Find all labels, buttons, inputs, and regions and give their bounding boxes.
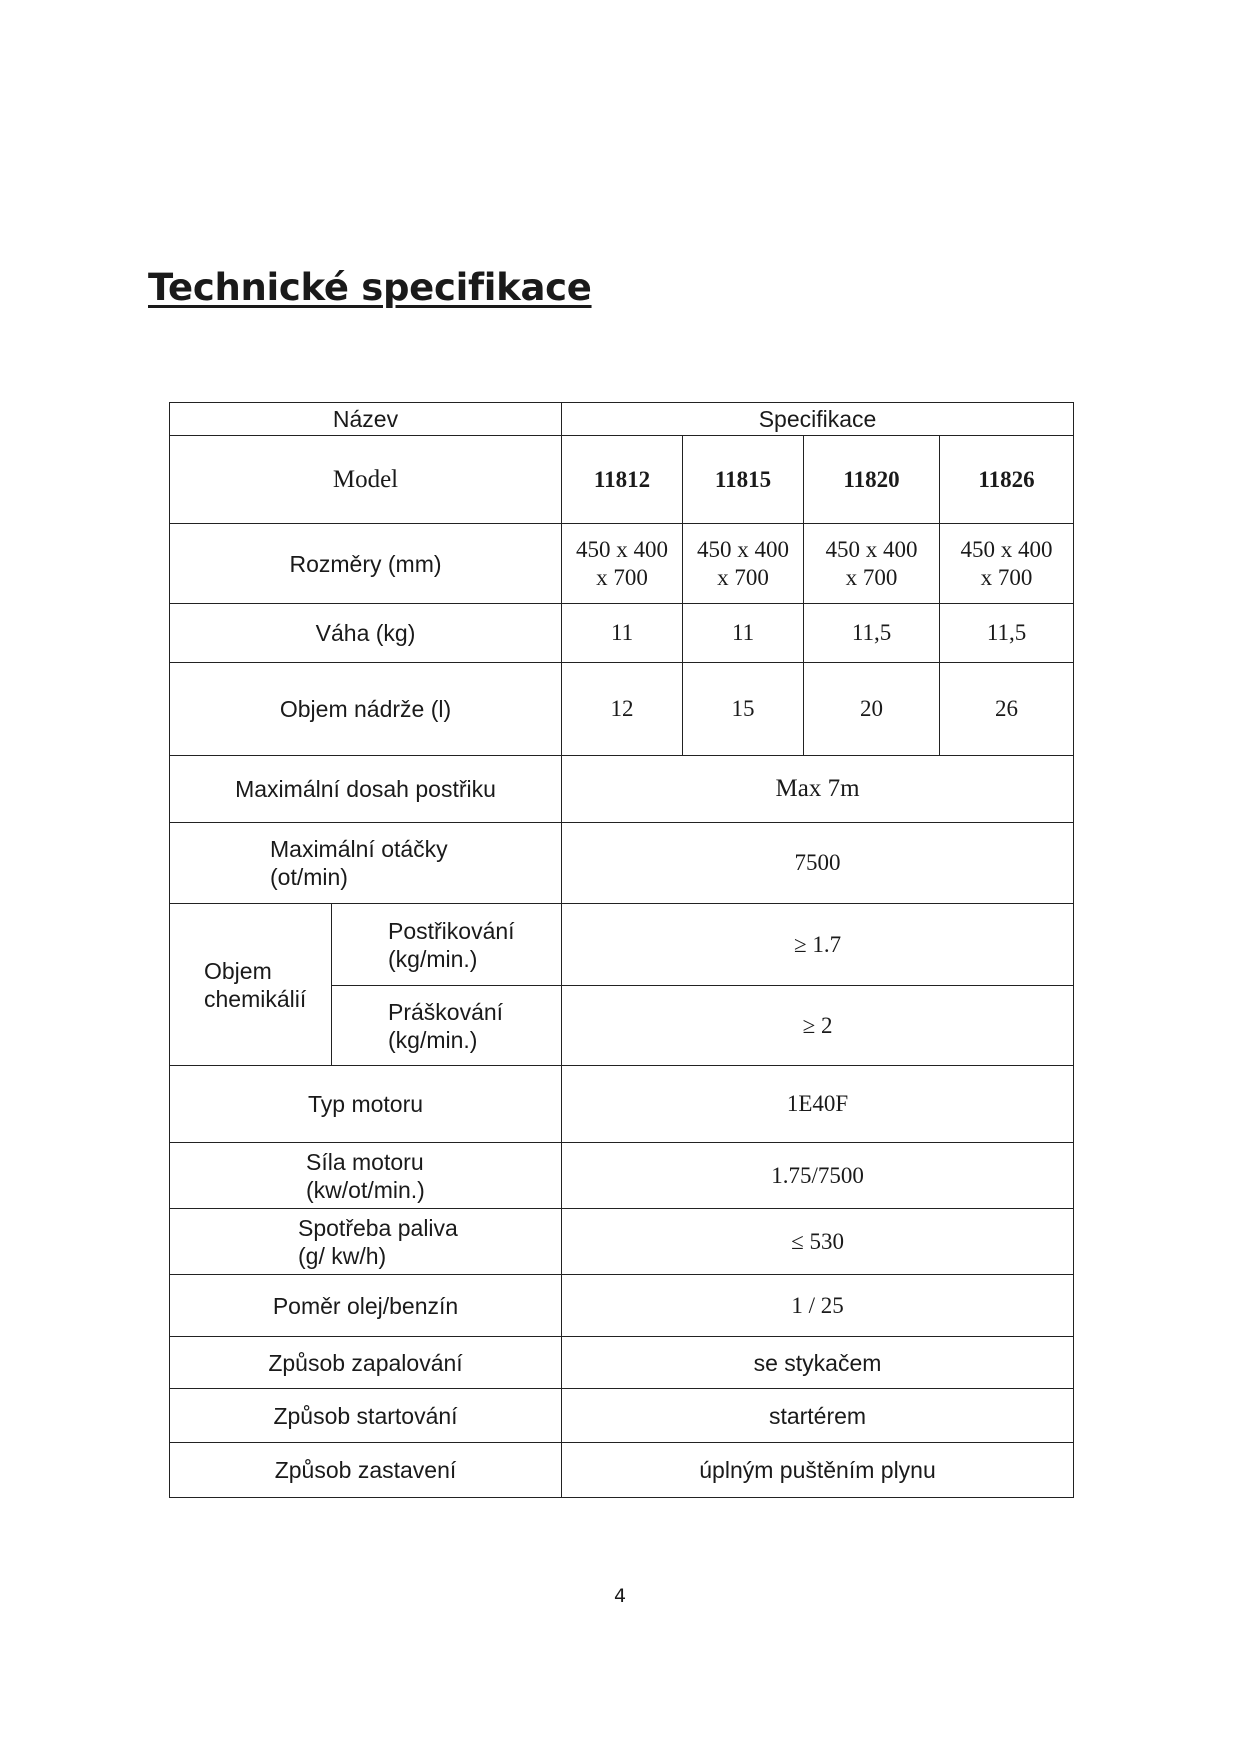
- table-header-row: [170, 403, 1074, 436]
- dimensions-value: [683, 524, 804, 604]
- spraying-label-line1: Postřikování: [388, 917, 515, 944]
- spraying-value: ≥ 1.7: [562, 904, 1074, 986]
- ignition-label: Způsob zapalování: [170, 1337, 562, 1389]
- dusting-label-line2: (kg/min.): [388, 1026, 478, 1053]
- chemicals-group-label: [170, 904, 332, 1066]
- dusting-label-line1: Práškování: [388, 998, 504, 1025]
- spraying-label-line2: (kg/min.): [388, 945, 478, 972]
- chemicals-group-line2: chemikálií: [204, 985, 307, 1012]
- spec-table: [169, 402, 1074, 1498]
- model-value: 11820: [804, 436, 940, 524]
- stopping-value: úplným puštěním plynu: [562, 1443, 1074, 1498]
- model-label: Model: [170, 436, 562, 524]
- dimensions-line2: x 700: [980, 564, 1033, 590]
- dimensions-line2: x 700: [717, 564, 769, 590]
- weight-value: 11: [562, 604, 683, 663]
- max-rpm-label-line2: (ot/min): [270, 864, 348, 890]
- table-row-model: [170, 436, 1074, 524]
- stopping-label: Způsob zastavení: [170, 1443, 562, 1498]
- weight-value: 11,5: [804, 604, 940, 663]
- table-row-ignition: [170, 1337, 1074, 1389]
- header-name: Název: [170, 403, 562, 436]
- table-row-max-rpm: [170, 823, 1074, 904]
- starting-value: startérem: [562, 1389, 1074, 1443]
- model-value: 11815: [683, 436, 804, 524]
- oil-ratio-label: Poměr olej/benzín: [170, 1275, 562, 1337]
- max-rpm-value: 7500: [562, 823, 1074, 904]
- weight-label: Váha (kg): [170, 604, 562, 663]
- tank-label: Objem nádrže (l): [170, 663, 562, 756]
- dimensions-line1: 450 x 400: [697, 536, 790, 562]
- ignition-value: se stykačem: [562, 1337, 1074, 1389]
- model-value: 11826: [940, 436, 1074, 524]
- header-spec: Specifikace: [562, 403, 1074, 436]
- table-row-spraying: [170, 904, 1074, 986]
- table-row-stopping: [170, 1443, 1074, 1498]
- fuel-value: ≤ 530: [562, 1209, 1074, 1275]
- engine-power-label: [170, 1143, 562, 1209]
- dimensions-line2: x 700: [596, 564, 648, 590]
- engine-power-value: 1.75/7500: [562, 1143, 1074, 1209]
- weight-value: 11: [683, 604, 804, 663]
- table-row-engine-type: [170, 1066, 1074, 1143]
- table-row-fuel: [170, 1209, 1074, 1275]
- chemicals-group-line1: Objem: [204, 957, 272, 984]
- fuel-label-line2: (g/ kw/h): [298, 1242, 387, 1269]
- page-title: Technické specifikace: [148, 266, 592, 309]
- dusting-label: [332, 986, 562, 1066]
- engine-power-label-line2: (kw/ot/min.): [306, 1176, 425, 1203]
- table-row-max-range: [170, 756, 1074, 823]
- table-row-weight: [170, 604, 1074, 663]
- weight-value: 11,5: [940, 604, 1074, 663]
- engine-type-label: Typ motoru: [170, 1066, 562, 1143]
- engine-type-value: 1E40F: [562, 1066, 1074, 1143]
- dimensions-value: [562, 524, 683, 604]
- tank-value: 26: [940, 663, 1074, 756]
- table-row-dimensions: [170, 524, 1074, 604]
- starting-label: Způsob startování: [170, 1389, 562, 1443]
- dusting-value: ≥ 2: [562, 986, 1074, 1066]
- dimensions-line1: 450 x 400: [960, 536, 1053, 562]
- tank-value: 12: [562, 663, 683, 756]
- tank-value: 20: [804, 663, 940, 756]
- dimensions-line2: x 700: [845, 564, 898, 590]
- dimensions-line1: 450 x 400: [576, 536, 669, 562]
- max-rpm-label-line1: Maximální otáčky: [270, 836, 448, 862]
- engine-power-label-line1: Síla motoru: [306, 1148, 424, 1175]
- dimensions-value: [940, 524, 1074, 604]
- model-value: 11812: [562, 436, 683, 524]
- table-row-engine-power: [170, 1143, 1074, 1209]
- dimensions-label: Rozměry (mm): [170, 524, 562, 604]
- dimensions-line1: 450 x 400: [825, 536, 918, 562]
- table-row-tank: [170, 663, 1074, 756]
- dimensions-value: [804, 524, 940, 604]
- oil-ratio-value: 1 / 25: [562, 1275, 1074, 1337]
- max-rpm-label: [170, 823, 562, 904]
- tank-value: 15: [683, 663, 804, 756]
- fuel-label-line1: Spotřeba paliva: [298, 1214, 458, 1241]
- max-range-value: Max 7m: [562, 756, 1074, 823]
- table-row-starting: [170, 1389, 1074, 1443]
- table-row-oil-ratio: [170, 1275, 1074, 1337]
- spraying-label: [332, 904, 562, 986]
- page-number: 4: [613, 1585, 627, 1607]
- max-range-label: Maximální dosah postřiku: [170, 756, 562, 823]
- fuel-label: [170, 1209, 562, 1275]
